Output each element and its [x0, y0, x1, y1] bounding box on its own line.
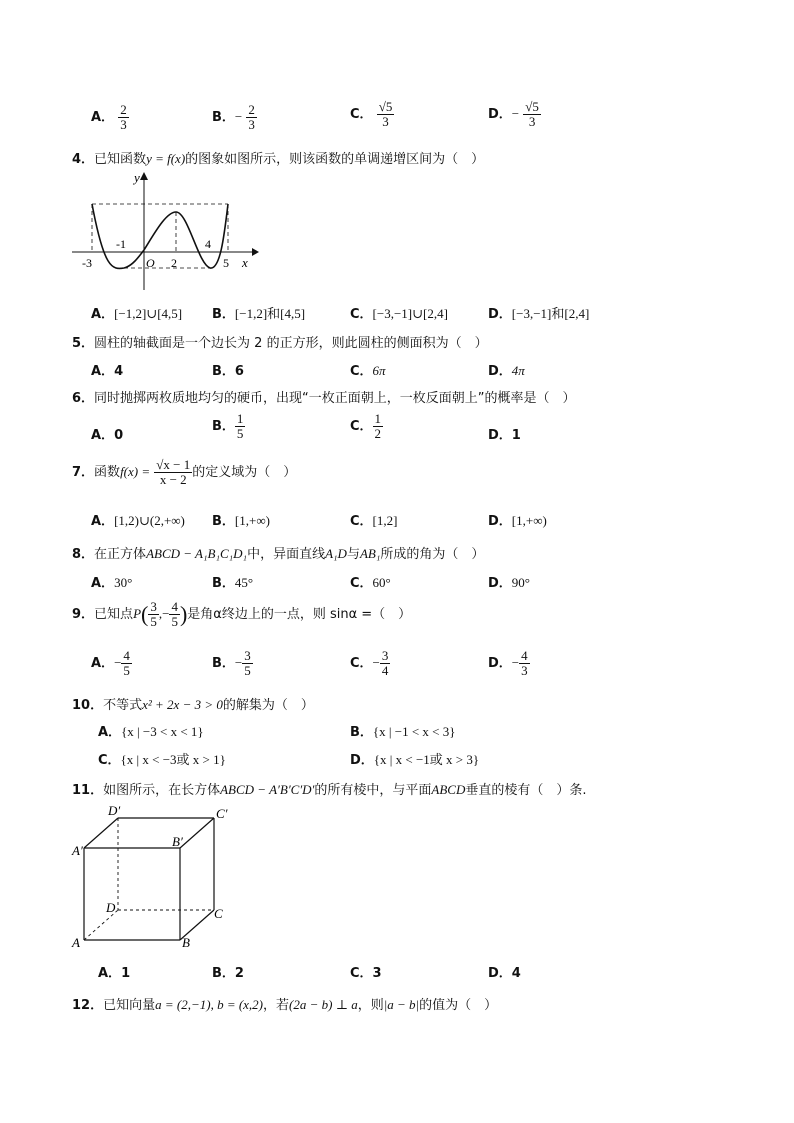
fraction: $\frac{2}{3}$	[120, 102, 127, 132]
question-4: 4．已知函数y = f(x)的图象如图所示，则该函数的单调递增区间为（ ）	[72, 151, 485, 167]
option-letter: A．	[91, 110, 115, 125]
q4-option-b: B．[−1,2]和[4,5]	[212, 306, 306, 322]
fraction: $\frac{1}{5}$	[236, 411, 244, 441]
question-number: 8．	[72, 547, 95, 562]
q3-option-c	[350, 100, 394, 129]
q8-option-b: B．45°	[212, 575, 254, 591]
edge	[180, 818, 214, 848]
q6-option-a: A．0	[91, 428, 124, 443]
q11-option-a: A．1	[98, 966, 131, 981]
q10-option-a: A．{x | −3 < x < 1}	[98, 724, 204, 740]
q4-option-a: A．[−1,2]∪[4,5]	[91, 306, 183, 322]
cuboid-figure	[68, 800, 238, 955]
q9-option-c: C．− $\frac{3}{4}$	[350, 648, 389, 678]
vertex-label: B′	[172, 834, 183, 849]
fraction: $\frac{4}{5}$	[123, 648, 130, 678]
q3-option-d: D．− $\frac{√5}{3}$	[488, 99, 539, 129]
fraction: $\frac{√5}{3}$	[378, 99, 393, 129]
x-axis-arrow	[252, 248, 259, 256]
q8-option-d: D．90°	[488, 575, 530, 591]
q6-option-b: B． $\frac{1}{5}$	[212, 411, 244, 441]
q5-option-d: D．4π	[488, 363, 525, 379]
q9-option-b: B．− $\frac{3}{5}$	[212, 648, 251, 678]
tick-label: 4	[205, 237, 211, 251]
q5-option-c: C．6π	[350, 363, 386, 379]
q3-option-b: B．− $\frac{2}{3}$	[212, 102, 255, 132]
tick-label: -1	[116, 237, 126, 251]
fraction: $\frac{√x - 1}{x - 2}$	[156, 457, 191, 487]
y-axis-label: y	[134, 170, 140, 185]
q11-option-c: C．3	[350, 966, 382, 981]
q7-option-a: A．[1,2)∪(2,+∞)	[91, 513, 185, 529]
option-letter: D．	[488, 107, 512, 122]
q9-option-a: A．− $\frac{4}{5}$	[91, 648, 130, 678]
question-number: 10．	[72, 698, 104, 713]
q4-option-d: D．[−3,−1]和[2,4]	[488, 306, 590, 322]
q7-option-c: C．[1,2]	[350, 513, 398, 529]
vertex-label: A′	[72, 843, 83, 858]
question-number: 6．	[72, 391, 95, 406]
vertex-label: D	[106, 900, 116, 915]
q8-option-c: C．60°	[350, 575, 391, 591]
vertex-label: A	[72, 935, 80, 950]
question-7: 7．函数f(x) = $\frac{√x - 1}{x - 2}$ 的定义域为（ ）	[72, 457, 297, 487]
tick-label: 2	[171, 256, 177, 270]
question-number: 9．	[72, 607, 95, 622]
q9-option-d: D．− $\frac{4}{3}$	[488, 648, 528, 678]
y-axis-arrow	[140, 172, 148, 180]
question-number: 11．	[72, 783, 104, 798]
q5-option-b: B．6	[212, 364, 244, 379]
question-8: 8．在正方体ABCD − A₁B₁C₁D₁中，异面直线A₁D与AB₁所成的角为（ ）	[72, 546, 485, 562]
q10-option-b: B．{x | −1 < x < 3}	[350, 724, 456, 740]
q10-option-d: D．{x | x < −1或 x > 3}	[350, 752, 480, 768]
q11-option-d: D．4	[488, 966, 521, 981]
q7-option-b: B．[1,+∞)	[212, 513, 270, 529]
question-number: 4．	[72, 152, 95, 167]
q10-option-c: C．{x | x < −3或 x > 1}	[98, 752, 226, 768]
fraction: $\frac{4}{5}$	[171, 599, 178, 629]
question-5: 5．圆柱的轴截面是一个边长为 2 的正方形，则此圆柱的侧面积为（ ）	[72, 336, 488, 351]
tick-label: -3	[82, 256, 92, 270]
q6-option-c: C． $\frac{1}{2}$	[350, 411, 382, 441]
math: y = f(x)	[146, 151, 186, 166]
question-number: 12．	[72, 998, 104, 1013]
fraction: $\frac{2}{3}$	[248, 102, 255, 132]
fraction: $\frac{4}{3}$	[521, 648, 528, 678]
vertex-label: B	[182, 935, 190, 950]
fraction: $\frac{3}{5}$	[150, 599, 157, 629]
question-number: 7．	[72, 465, 95, 480]
option-letter: B．	[212, 110, 235, 125]
q6-option-d: D．1	[488, 428, 521, 443]
vertex-label: C	[214, 906, 223, 921]
question-12: 12．已知向量a = (2,−1), b = (x,2)，若(2a − b) ⊥ a，则|a − b|的值为（ ）	[72, 997, 498, 1013]
q7-option-d: D．[1,+∞)	[488, 513, 547, 529]
option-letter: C．	[350, 107, 373, 122]
q4-option-c: C．[−3,−1]∪[2,4]	[350, 306, 448, 322]
question-10: 10．不等式x² + 2x − 3 > 0的解集为（ ）	[72, 697, 314, 713]
question-6: 6．同时抛掷两枚质地均匀的硬币，出现“一枚正面朝上，一枚反面朝上”的概率是（ ）	[72, 391, 576, 406]
q3-option-a	[91, 103, 129, 132]
x-axis-label: x	[242, 255, 248, 270]
origin-label: O	[146, 256, 155, 270]
q5-option-a: A．4	[91, 364, 124, 379]
fraction: $\frac{√5}{3}$	[525, 99, 539, 129]
question-9: 9．已知点P( $\frac{3}{5}$ ,− $\frac{4}{5}$ )是角α终边上的一点，则 sinα =（ ）	[72, 599, 412, 629]
fraction: $\frac{3}{4}$	[381, 648, 389, 678]
q11-option-b: B．2	[212, 966, 244, 981]
tick-label: 5	[223, 256, 229, 270]
fraction: $\frac{1}{2}$	[374, 411, 382, 441]
question-11: 11．如图所示，在长方体ABCD − A′B′C′D′的所有棱中，与平面ABCD垂直的棱有（ ）条.	[72, 782, 587, 798]
vertex-label: C′	[216, 806, 228, 821]
vertex-label: D′	[108, 803, 121, 818]
function-graph	[70, 168, 260, 293]
q8-option-a: A．30°	[91, 575, 133, 591]
fraction: $\frac{3}{5}$	[244, 648, 251, 678]
question-number: 5．	[72, 336, 95, 351]
edge	[84, 818, 118, 848]
